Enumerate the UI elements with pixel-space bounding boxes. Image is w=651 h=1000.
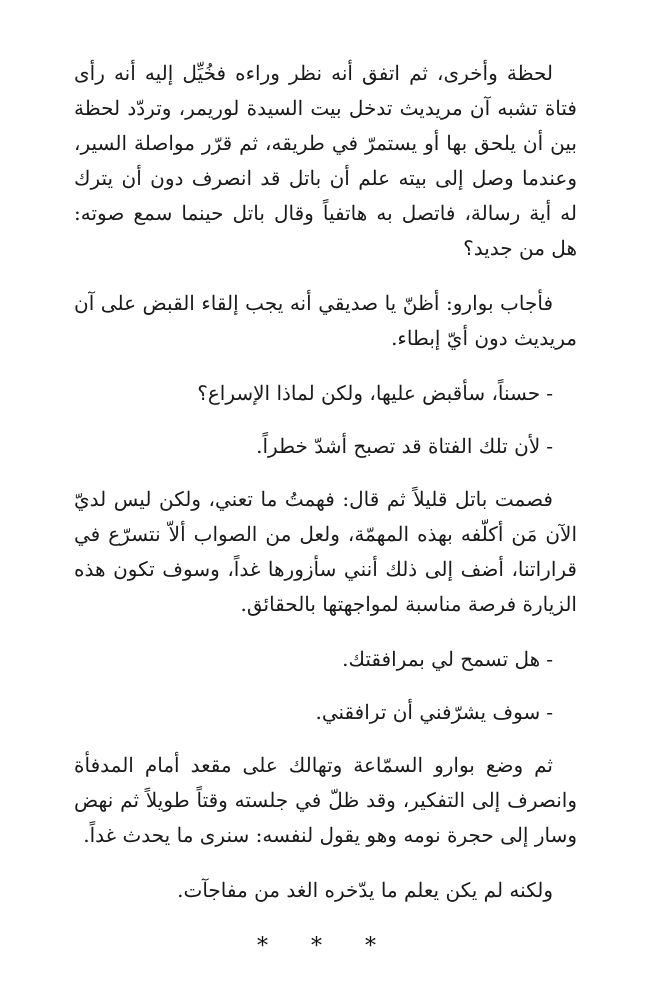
dialogue-text: لأن تلك الفتاة قد تصبح أشدّ خطراً. [256,434,541,458]
section-separator: * * * [257,934,394,959]
paragraph-3: فصمت باتل قليلاً ثم قال: فهمتُ ما تعني، ولكن ليس لديّ الآن مَن أكلّفه بهذه المهمّة، ولعل من الصواب ألاّ نتسرّع في قراراتنا، أضف إلى ذلك أنني سأزورها غداً، وسوف تكون هذه الزيارة فرصة مناسبة لمواجهتها بالحقائق. [74,487,577,616]
dialogue-dash: - [546,434,553,458]
dialogue-dash: - [546,700,553,724]
dialogue-dash: - [546,647,553,671]
paragraph-4: ثم وضع بوارو السمّاعة وتهالك على مقعد أمام المدفأة وانصرف إلى التفكير، وقد ظلّ في جلسته وقتاً طويلاً ثم نهض وسار إلى حجرة نومه وهو يقول لنفسه: سنرى ما يحدث غداً. [74,753,577,847]
dialogue-text: هل تسمح لي بمرافقتك. [342,647,541,671]
paragraph-2: فأجاب بوارو: أظنّ يا صديقي أنه يجب إلقاء القبض على آن مريديث دون أيّ إبطاء. [74,291,577,350]
dialogue-line-1 [74,376,577,411]
dialogue-dash: - [546,381,553,405]
paragraph-1: لحظة وأخرى، ثم اتفق أنه نظر وراءه فخُيِّل إليه أنه رأى فتاة تشبه آن مريديث تدخل بيت السيدة لوريمر، وتردّد لحظة بين أن يلحق بها أو يستمرّ في طريقه، ثم قرّر مواصلة السير، وعندما وصل إلى بيته علم أن باتل قد انصرف دون أن يترك له أية رسالة، فاتصل به هاتفياً وقال باتل حينما سمع صوته: هل من جديد؟ [74,61,577,260]
dialogue-line-4 [74,695,577,730]
paragraph-5: ولكنه لم يكن يعلم ما يدّخره الغد من مفاجآت. [177,878,553,902]
dialogue-line-3 [74,642,577,677]
dialogue-text: سوف يشرّفني أن ترافقني. [315,700,541,724]
dialogue-text: حسناً، سأقبض عليها، ولكن لماذا الإسراع؟ [197,381,541,405]
dialogue-line-2 [74,429,577,464]
